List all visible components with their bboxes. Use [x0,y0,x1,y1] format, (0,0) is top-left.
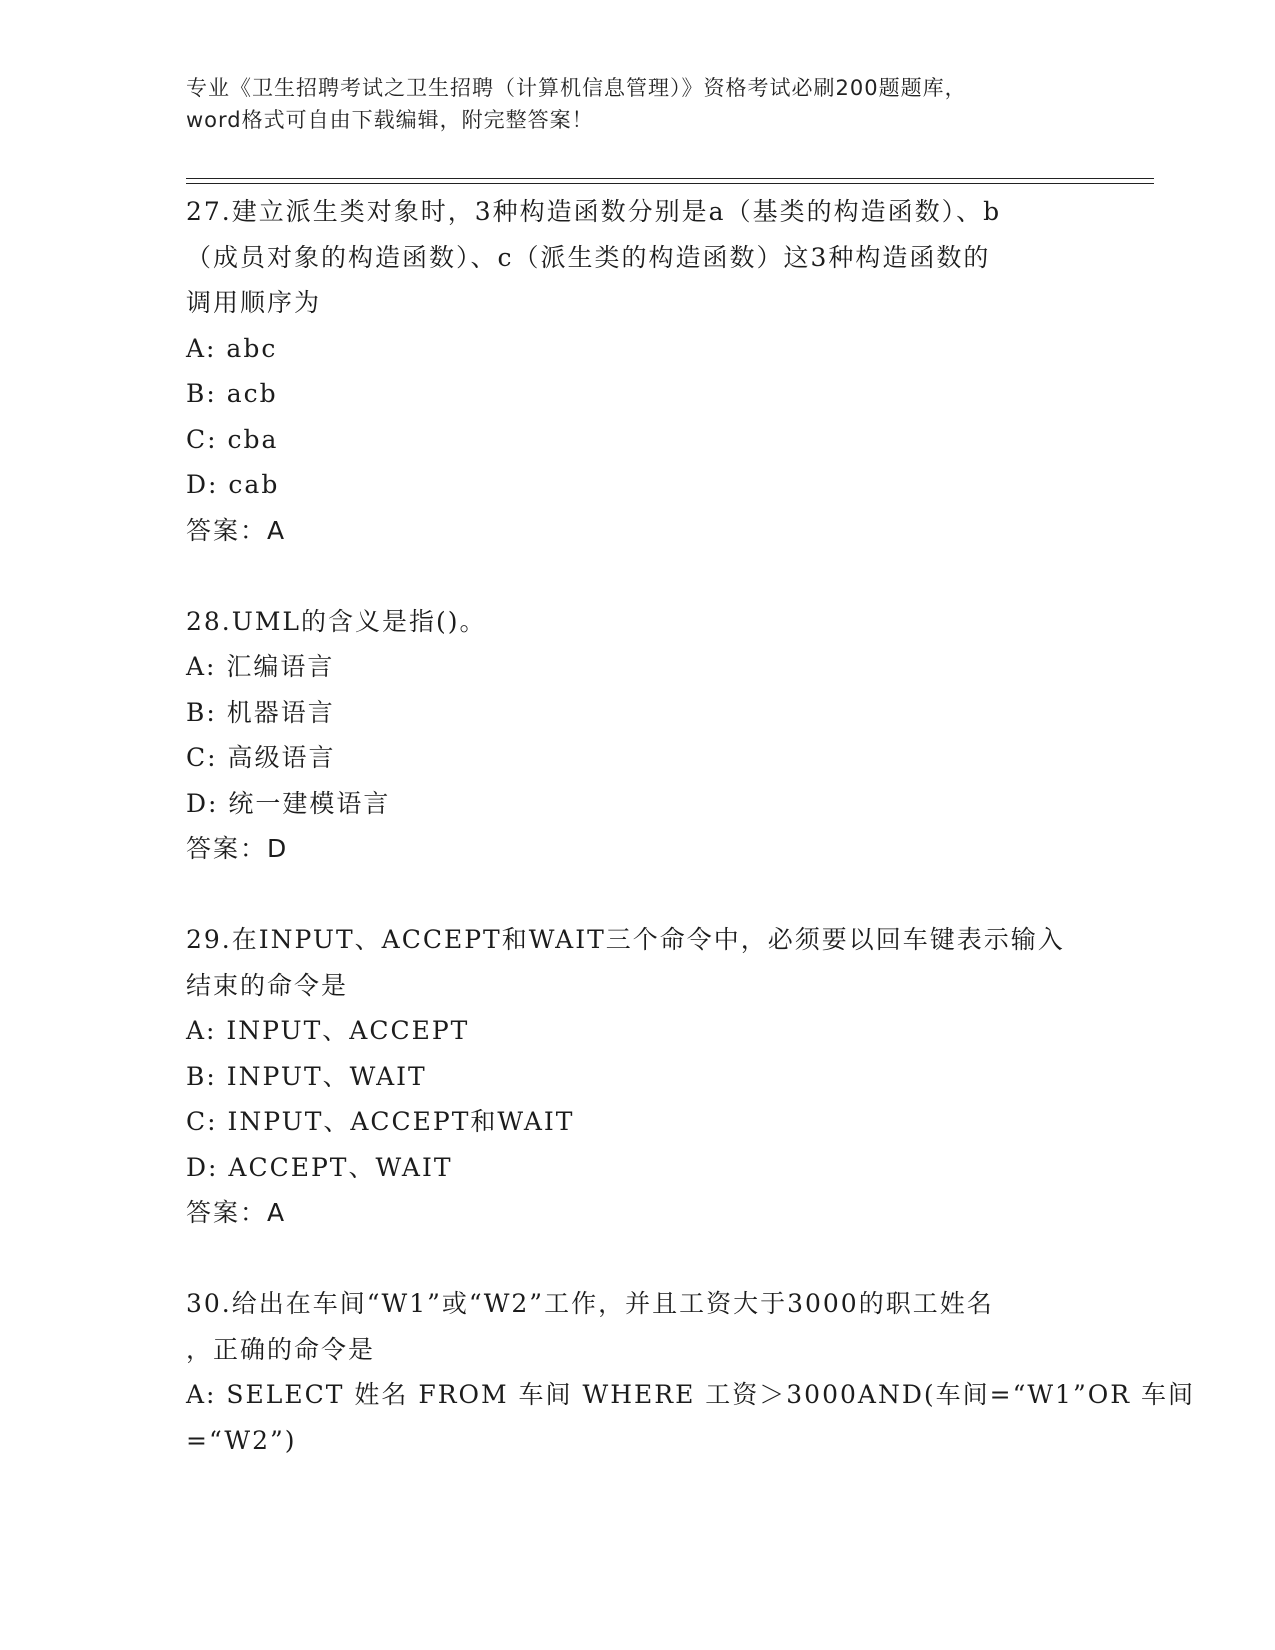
option-a-continuation: =“W2”) [186,1425,297,1455]
header-rule-bottom [186,183,1154,184]
question-text-line: 27.建立派生类对象时，3种构造函数分别是a（基类的构造函数）、b [186,197,1002,226]
question-list [186,189,1195,1463]
header-rule-top [186,178,1154,179]
option-a: A: abc [186,333,278,363]
page-header [186,72,1086,136]
question-text-line: 29.在INPUT、ACCEPT和WAIT三个命令中，必须要以回车键表示输入 [186,925,1065,954]
option-c: C: INPUT、ACCEPT和WAIT [186,1107,575,1136]
question-text-line: 28.UML的含义是指()。 [186,606,487,636]
question-text-line: 30.给出在车间“W1”或“W2”工作，并且工资大于3000的职工姓名 [186,1289,994,1318]
question-spacer [186,553,1086,599]
answer-line: 答案：D [186,834,289,863]
option-c: C: cba [186,424,279,454]
header-line-1: 专业《卫生招聘考试之卫生招聘（计算机信息管理）》资格考试必刷200题题库， [186,76,967,100]
option-b: B: INPUT、WAIT [186,1061,427,1091]
question-30 [186,1281,1195,1463]
option-b: B: 机器语言 [186,697,335,727]
answer-line: 答案：A [186,1198,287,1227]
option-a: A: SELECT 姓名 FROM 车间 WHERE 工资＞3000AND(车间=“W1”OR 车间 [186,1380,1195,1409]
question-text-line: 调用顺序为 [186,288,322,317]
option-d: D: 统一建模语言 [186,788,391,818]
question-28 [186,599,1086,872]
option-d: D: cab [186,470,280,499]
option-d: D: ACCEPT、WAIT [186,1152,453,1182]
question-29 [186,917,1086,1236]
option-c: C: 高级语言 [186,743,336,772]
question-text-line: 结束的命令是 [186,970,349,1000]
header-line-2: word格式可自由下载编辑，附完整答案！ [186,108,594,132]
option-b: B: acb [186,379,278,408]
option-a: A: INPUT、ACCEPT [186,1016,470,1045]
option-a: A: 汇编语言 [186,652,335,681]
question-text-line: （成员对象的构造函数）、c（派生类的构造函数）这3种构造函数的 [186,242,991,272]
question-text-line: ，正确的命令是 [186,1334,376,1364]
question-27 [186,189,1086,553]
answer-line: 答案：A [186,515,287,545]
question-spacer [186,1236,1086,1282]
question-spacer [186,872,1086,918]
